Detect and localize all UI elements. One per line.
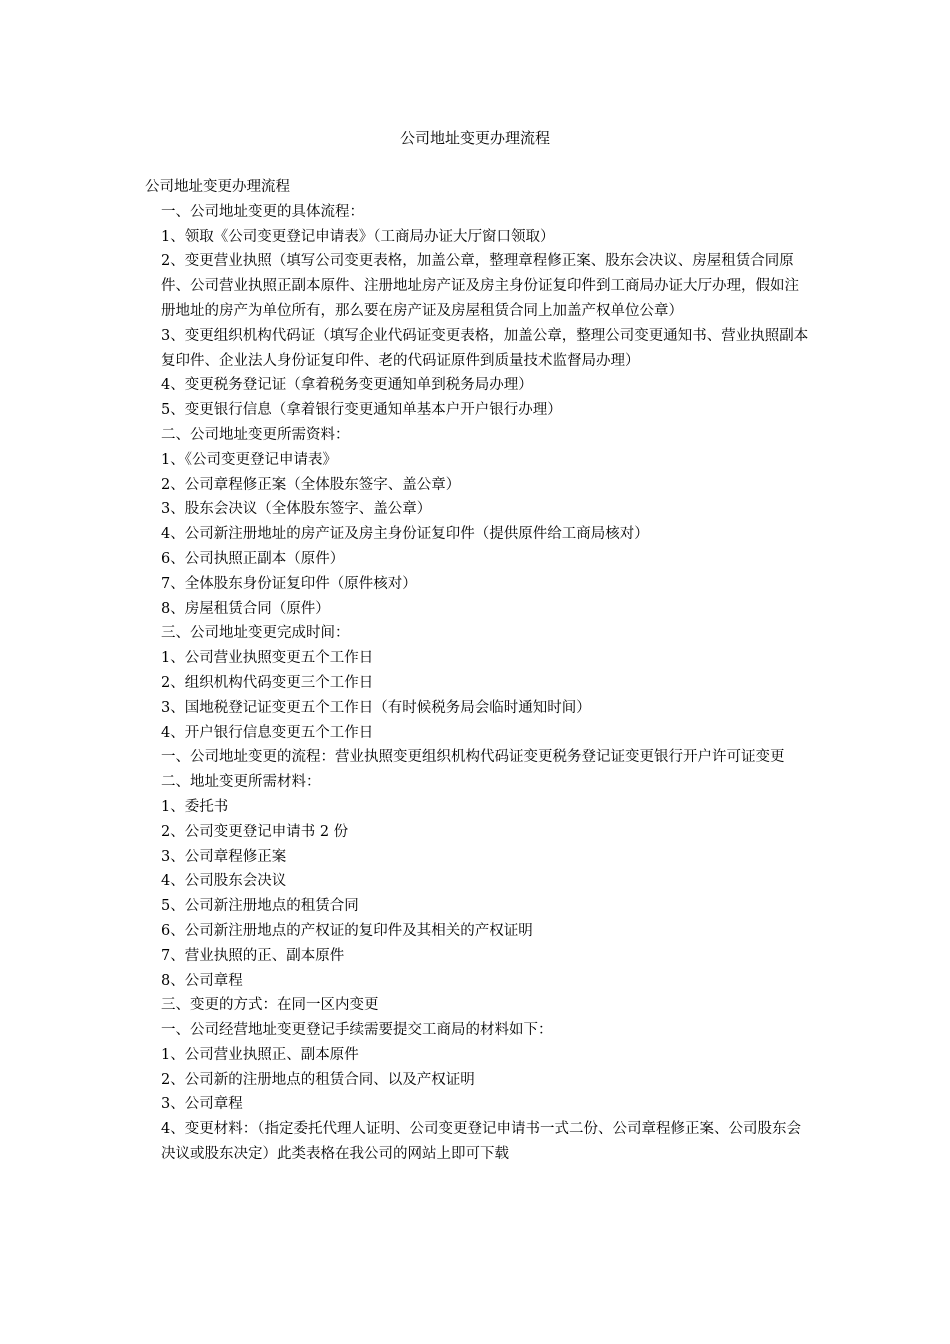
body-line: 一、公司地址变更的具体流程：: [161, 203, 364, 220]
body-line: 2、组织机构代码变更三个工作日: [161, 674, 374, 691]
body-line: 7、全体股东身份证复印件（原件核对）: [161, 575, 417, 592]
body-line: 公司地址变更办理流程: [145, 179, 290, 195]
body-line: 1、《公司变更登记申请表》: [161, 451, 337, 468]
body-line: 6、公司新注册地点的产权证的复印件及其相关的产权证明: [161, 922, 533, 939]
body-line: 8、房屋租赁合同（原件）: [161, 600, 330, 617]
document-body: [145, 175, 810, 1167]
body-line: 3、国地税登记证变更五个工作日（有时候税务局会临时通知时间）: [161, 699, 591, 716]
body-line: 4、变更税务登记证（拿着税务变更通知单到税务局办理）: [161, 377, 533, 394]
body-line: 1、公司营业执照正、副本原件: [161, 1046, 359, 1063]
body-line: 三、公司地址变更完成时间：: [161, 625, 350, 642]
body-line: 3、公司章程: [161, 1096, 243, 1113]
body-line: 4、开户银行信息变更五个工作日: [161, 724, 374, 741]
body-line: 6、公司执照正副本（原件）: [161, 550, 345, 567]
body-line: 三、变更的方式：在同一区内变更: [161, 997, 379, 1014]
body-line: 5、变更银行信息（拿着银行变更通知单基本户开户银行办理）: [161, 402, 562, 419]
body-line: 5、公司新注册地点的租赁合同: [161, 898, 359, 915]
body-line: 8、公司章程: [161, 972, 243, 989]
body-line: 3、变更组织机构代码证（填写企业代码证变更表格，加盖公章，整理公司变更通知书、营业执照副本复印件、企业法人身份证复印件、老的代码证原件到质量技术监督局办理）: [161, 327, 809, 369]
body-line: 一、公司地址变更的流程：营业执照变更组织机构代码证变更税务登记证变更银行开户许可证变更: [161, 749, 785, 766]
body-line: 2、公司章程修正案（全体股东签字、盖公章）: [161, 476, 461, 493]
body-line: 4、公司新注册地址的房产证及房主身份证复印件（提供原件给工商局核对）: [161, 526, 649, 543]
body-line: 1、公司营业执照变更五个工作日: [161, 650, 374, 667]
body-line: 1、领取《公司变更登记申请表》（工商局办证大厅窗口领取）: [161, 228, 555, 245]
body-line: 二、地址变更所需材料：: [161, 774, 321, 791]
body-line: 2、公司变更登记申请书 2 份: [161, 823, 349, 840]
body-line: 2、公司新的注册地点的租赁合同、以及产权证明: [161, 1071, 475, 1088]
body-line: 一、公司经营地址变更登记手续需要提交工商局的材料如下：: [161, 1022, 553, 1039]
body-line: 4、公司股东会决议: [161, 873, 287, 890]
body-line: 2、变更营业执照（填写公司变更表格，加盖公章，整理章程修正案、股东会决议、房屋租赁合同原件、公司营业执照正副本原件、注册地址房产证及房主身份证复印件到工商局办证大厅办理，假如注册地址的房产为单位所有，那么要在房产证及房屋租赁合同上加盖产权单位公章）: [161, 253, 799, 319]
body-line: 二、公司地址变更所需资料：: [161, 426, 350, 443]
body-line: 7、营业执照的正、副本原件: [161, 947, 345, 964]
body-line: 4、变更材料：（指定委托代理人证明、公司变更登记申请书一式二份、公司章程修正案、公司股东会决议或股东决定）此类表格在我公司的网站上即可下载: [161, 1121, 801, 1163]
body-line: 1、委托书: [161, 798, 229, 815]
body-line: 3、公司章程修正案: [161, 848, 287, 865]
document-title: 公司地址变更办理流程: [399, 129, 550, 147]
body-line: 3、股东会决议（全体股东签字、盖公章）: [161, 501, 432, 518]
